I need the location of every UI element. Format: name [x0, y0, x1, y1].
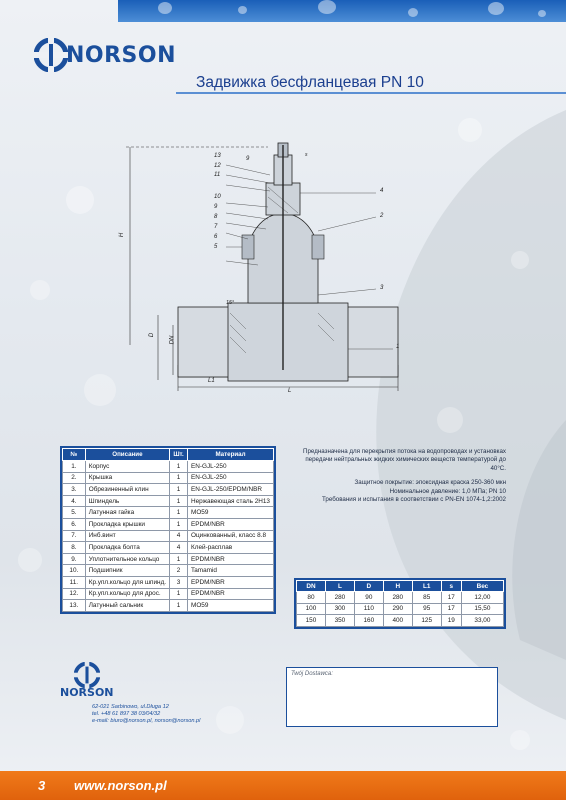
dims-table-header — [297, 581, 504, 592]
part-quantity: 1 — [170, 484, 188, 496]
part-material: EN-GJL-250 — [188, 472, 274, 484]
part-quantity: 4 — [170, 542, 188, 554]
callout-3: 3 — [380, 285, 384, 291]
parts-table-row — [63, 484, 274, 496]
part-quantity: 1 — [170, 472, 188, 484]
part-description: Шпиндель — [85, 495, 169, 507]
parts-table-row — [63, 461, 274, 473]
l-cell: 300 — [325, 603, 354, 615]
part-material: Клей-расплав — [188, 542, 274, 554]
callout-9: 9 — [214, 204, 218, 210]
callout-5: 5 — [214, 244, 218, 250]
weight-cell: 33,00 — [461, 615, 503, 627]
parts-table-row — [63, 565, 274, 577]
part-number: 2. — [63, 472, 86, 484]
top-decorative-band — [118, 0, 566, 22]
part-number: 6. — [63, 518, 86, 530]
contact-address — [92, 704, 200, 726]
description-pressure: Номинальное давление: 1,0 МПа; PN 10 — [389, 487, 506, 495]
part-material: Нержавеющая сталь 2Н13 — [188, 495, 274, 507]
callout-13: 13 — [214, 153, 221, 159]
parts-table-row — [63, 553, 274, 565]
l-cell: 280 — [325, 592, 354, 604]
dims-header-l: L — [325, 581, 354, 592]
part-description: Кр.упл.кольцо для шпинд. — [85, 576, 169, 588]
website-link[interactable]: www.norson.pl — [74, 778, 167, 793]
h-cell: 290 — [383, 603, 412, 615]
parts-table-row — [63, 600, 274, 612]
part-number: 12. — [63, 588, 86, 600]
callout-10: 10 — [214, 194, 221, 200]
h-cell: 400 — [383, 615, 412, 627]
callout-12: 12 — [214, 162, 221, 169]
part-quantity: 1 — [170, 588, 188, 600]
l-cell: 350 — [325, 615, 354, 627]
email-line: e-mail: biuro@norson.pl, norson@norson.pl — [92, 718, 201, 725]
part-quantity: 3 — [170, 576, 188, 588]
dn-cell: 100 — [297, 603, 326, 615]
dim-label-angle: 15° — [226, 300, 235, 306]
part-material: EPDM/NBR — [188, 588, 274, 600]
address-line: 62-021 Sarbinowo, ul.Długa 12 — [92, 704, 169, 710]
weight-cell: 15,50 — [461, 603, 503, 615]
part-material: EN-GJL-250/EPDM/NBR — [188, 484, 274, 496]
callout-7: 7 — [214, 224, 218, 230]
part-quantity: 1 — [170, 518, 188, 530]
parts-table-row — [63, 576, 274, 588]
dn-cell: 80 — [297, 592, 326, 604]
footer-logo-text: NORSON — [60, 686, 114, 699]
callout-6: 6 — [214, 234, 218, 240]
parts-header-material: Материал — [188, 449, 274, 461]
title-underline — [176, 92, 566, 94]
part-description: Кр.упл.кольцо для дрос. — [85, 588, 169, 600]
supplier-box — [286, 667, 498, 727]
d-cell: 160 — [354, 615, 383, 627]
valve-technical-drawing — [118, 135, 418, 395]
part-description: Уплотнительное кольцо — [85, 553, 169, 565]
part-description: Прокладка крышки — [85, 518, 169, 530]
logo-text: NORSON — [66, 42, 177, 68]
part-quantity: 1 — [170, 461, 188, 473]
l1-cell: 95 — [412, 603, 441, 615]
part-number: 1. — [63, 461, 86, 473]
page-number: 3 — [38, 778, 46, 793]
part-number: 11. — [63, 576, 86, 588]
part-number: 5. — [63, 507, 86, 519]
part-description: Латунный сальник — [85, 600, 169, 612]
dims-table-body — [297, 592, 504, 627]
part-description: Подшипник — [85, 565, 169, 577]
part-material: EPDM/NBR — [188, 576, 274, 588]
phone-line: tel. +48 61 897 38 03/04/32 — [92, 711, 161, 718]
d-cell: 110 — [354, 603, 383, 615]
s-cell: 17 — [441, 603, 461, 615]
part-number: 9. — [63, 553, 86, 565]
parts-header-quantity: Шт. — [170, 449, 188, 461]
part-quantity: 1 — [170, 495, 188, 507]
part-material: EPDM/NBR — [188, 518, 274, 530]
part-number: 3. — [63, 484, 86, 496]
part-description: Корпус — [85, 461, 169, 473]
parts-table — [62, 448, 274, 612]
norson-logo-icon — [34, 38, 68, 72]
part-quantity: 1 — [170, 507, 188, 519]
d-cell: 90 — [354, 592, 383, 604]
parts-table-row — [63, 588, 274, 600]
part-description: Латунная гайка — [85, 507, 169, 519]
part-description: Прокладка болта — [85, 542, 169, 554]
dims-header-weight: Вес — [461, 581, 503, 592]
part-quantity: 2 — [170, 565, 188, 577]
callout-4: 4 — [380, 188, 384, 194]
supplier-label: Twój Dostawca: — [291, 671, 333, 677]
callout-2: 2 — [380, 213, 384, 219]
description-coating: Защитное покрытие: эпоксидная краска 250-360 мкн — [354, 479, 506, 487]
dim-label-L1: L1 — [208, 378, 215, 384]
weight-cell: 12,00 — [461, 592, 503, 604]
description-purpose: Предназначена для перекрытия потока на водопроводах и установках передачи нейтральных жидких химических веществ температурой до 40°С. — [303, 448, 506, 472]
dimensions-table — [296, 580, 504, 627]
left-callout-numbers — [214, 152, 221, 181]
dims-header-h: H — [383, 581, 412, 592]
part-material: EPDM/NBR — [188, 553, 274, 565]
part-description: Обрезиненный клин — [85, 484, 169, 496]
part-material: MO59 — [188, 507, 274, 519]
dn-cell: 150 — [297, 615, 326, 627]
left-callout-numbers-2 — [214, 192, 221, 252]
callout-1: 1 — [396, 344, 400, 350]
page-title: Задвижка бесфланцевая PN 10 — [196, 74, 424, 91]
part-description: Инб.винт — [85, 530, 169, 542]
dim-label-H: H — [119, 232, 126, 238]
parts-header-number: № — [63, 449, 86, 461]
dims-header-s: s — [441, 581, 461, 592]
part-material: EN-GJL-250 — [188, 461, 274, 473]
dims-table-row — [297, 603, 504, 615]
product-description — [296, 448, 506, 504]
parts-table-row — [63, 507, 274, 519]
part-material: Оцинкованный, класс 8.8 — [188, 530, 274, 542]
part-quantity: 4 — [170, 530, 188, 542]
parts-table-row — [63, 530, 274, 542]
l1-cell: 85 — [412, 592, 441, 604]
parts-header-description: Описание — [85, 449, 169, 461]
part-number: 8. — [63, 542, 86, 554]
h-cell: 280 — [383, 592, 412, 604]
dims-table-row — [297, 615, 504, 627]
s-cell: 17 — [441, 592, 461, 604]
footer-logo-icon — [74, 662, 100, 688]
s-cell: 19 — [441, 615, 461, 627]
l1-cell: 125 — [412, 615, 441, 627]
callout-11: 11 — [214, 172, 221, 179]
footer-norson-logo — [60, 662, 114, 699]
parts-table-row — [63, 542, 274, 554]
part-quantity: 1 — [170, 600, 188, 612]
parts-table-row — [63, 518, 274, 530]
dim-label-D: D — [149, 332, 156, 338]
parts-table-row — [63, 472, 274, 484]
dim-label-DN: DN — [169, 335, 176, 345]
part-number: 7. — [63, 530, 86, 542]
dims-header-dn: DN — [297, 581, 326, 592]
parts-table-body — [63, 461, 274, 612]
part-number: 4. — [63, 495, 86, 507]
dims-table-row — [297, 592, 504, 604]
callout-8: 8 — [214, 214, 218, 220]
parts-table-row — [63, 495, 274, 507]
dim-label-L: L — [288, 388, 292, 394]
part-description: Крышка — [85, 472, 169, 484]
description-standard: Требования и испытания в соответствии с PN-EN 1074-1,2:2002 — [321, 496, 506, 504]
part-quantity: 1 — [170, 553, 188, 565]
part-material: Tamamid — [188, 565, 274, 577]
callout-top-9: 9 — [246, 156, 250, 162]
dims-header-l1: L1 — [412, 581, 441, 592]
part-material: MO59 — [188, 600, 274, 612]
dim-label-s: s — [305, 152, 308, 158]
parts-table-header — [63, 449, 274, 461]
part-number: 10. — [63, 565, 86, 577]
dims-header-d: D — [354, 581, 383, 592]
part-number: 13. — [63, 600, 86, 612]
norson-logo — [34, 38, 176, 72]
